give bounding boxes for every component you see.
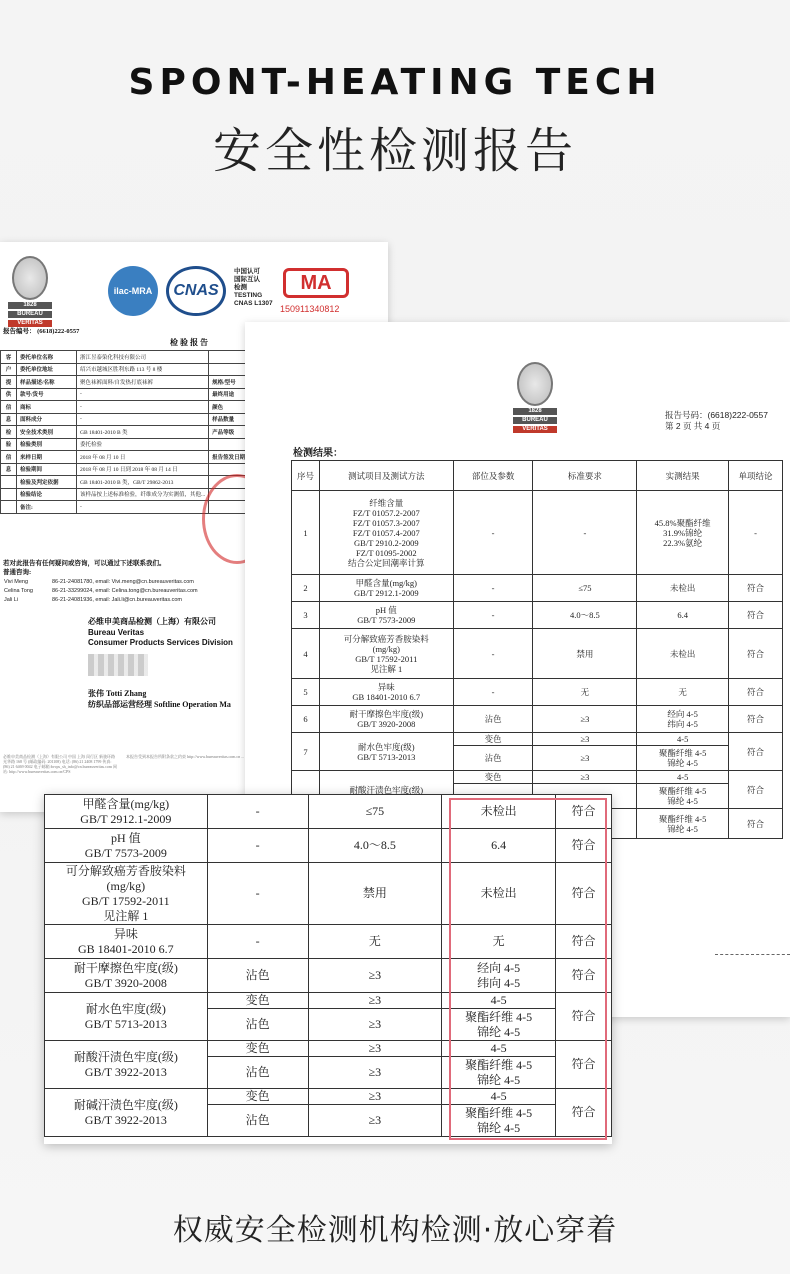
page-title: 安全性检测报告: [212, 123, 577, 179]
fiber-content-methods: 纤维含量 FZ/T 01057.2-2007 FZ/T 01057.3-2007 FZ/T 01057.4-2007 GB/T 2910.2-2009 FZ/T 01095-2002 结合公定回潮率计算: [319, 491, 453, 575]
signer-title: 纺织品部运营经理 Softline Operation Ma: [88, 700, 231, 709]
report-number: 报告号码：(6618)222-0557: [665, 410, 768, 420]
bureau-veritas-seal-icon: [517, 362, 553, 406]
table-row: 聚酯纤维 4-5 锦纶 4-5 符合: [292, 809, 783, 839]
table-row: 耐碱汗渍色牢度(级) GB/T 3922-2013 变色 ≥3 4-5 符合: [45, 1089, 612, 1105]
report-number: 报告编号： (6618)222-0557: [3, 328, 80, 335]
cma-number: 150911340812: [280, 304, 340, 314]
bureau-veritas-seal-icon: [12, 256, 48, 300]
section-side-label: 户: [1, 363, 17, 376]
field-label: 委托单位名称: [17, 351, 77, 364]
bureau-veritas-logo: [8, 256, 52, 327]
cnas-logo: CNAS: [166, 266, 226, 316]
field-label: 备注:: [17, 501, 77, 514]
footer-slogan: 权威安全检测机构检测·放心穿着: [172, 1213, 618, 1248]
bv-year: 1828: [513, 408, 557, 415]
table-row: 沾色 ≥3 聚酯纤维 4-5 锦纶 4-5: [45, 1009, 612, 1041]
section-side-label: 供: [1, 388, 17, 401]
bv-band-bureau: BUREAU: [8, 311, 52, 318]
table-row: 5 异味 GB 18401-2010 6.7 - 无 无 符合: [292, 679, 783, 706]
consult-label: 普通咨询:: [3, 569, 32, 576]
table-row: 沾色 ≥3 聚酯纤维 4-5 锦纶 4-5: [45, 1057, 612, 1089]
field-label: 样品数量: [209, 413, 259, 426]
dashed-separator: [715, 954, 790, 955]
table-row: pH 值 GB/T 7573-2009 - 4.0～8.5 6.4 符合: [45, 829, 612, 863]
table-header-row: [292, 461, 783, 491]
field-label: 检验类别: [17, 438, 77, 451]
field-label: 规格/型号: [209, 376, 259, 389]
field-label: 样品描述/名称: [17, 376, 77, 389]
header-item: 测试项目及测试方法: [319, 461, 453, 491]
table-row: 耐干摩擦色牢度(级) GB/T 3920-2008 沾色 ≥3 经向 4-5 纬向 4-5 符合: [45, 959, 612, 993]
field-label: 检验结论: [17, 488, 77, 501]
table-row: 聚酯纤维 4-5 锦纶 4-5: [292, 784, 783, 809]
field-value: GB 18401-2010 B 类，GB/T 29862-2013: [77, 476, 209, 489]
field-value: GB 18401-2010 B 类: [77, 426, 209, 439]
results-zoom-crop: [44, 794, 612, 1144]
section-side-label: [1, 488, 17, 501]
bv-year: 1828: [8, 302, 52, 309]
header-requirement: 标准要求: [533, 461, 637, 491]
brand-title: SPONT-HEATING TECH: [128, 62, 662, 103]
bureau-veritas-logo: [513, 362, 557, 433]
field-label: 颜色: [209, 401, 259, 414]
header-no: 序号: [292, 461, 320, 491]
report-header-info: [665, 410, 768, 432]
contact-notice: 若对此报告有任何疑问或咨询，可以通过下述联系我们。: [3, 560, 166, 567]
field-value: 浙江昱泰染化科技有限公司: [77, 351, 209, 364]
field-label: 面料成分: [17, 413, 77, 426]
page-info: 第 2 页 共 4 页: [665, 421, 721, 431]
field-value: -: [77, 388, 209, 401]
field-label: 检验期间: [17, 463, 77, 476]
field-value: 2018 年 08 月 10 日: [77, 451, 209, 464]
field-label: 产品等级: [209, 426, 259, 439]
contact-row: Vivi Meng 86-21-24081780, email: Vivi.meng@cn.bureauveritas.com: [4, 579, 194, 585]
report-heading: 检 验 报 告: [170, 338, 208, 347]
section-side-label: [1, 501, 17, 514]
table-row: 耐酸汗渍色牢度(级) 变色 ≥3 4-5 符合: [292, 771, 783, 784]
field-value: -: [77, 401, 209, 414]
fiber-content-result: 45.8%聚酯纤维 31.9%锦纶 22.3%氨纶: [637, 491, 729, 575]
table-row: 3 pH 值 GB/T 7573-2009 - 4.0～8.5 6.4 符合: [292, 602, 783, 629]
table-row: 1 纤维含量 FZ/T 01057.2-2007 FZ/T 01057.3-2007 FZ/T 01057.4-2007 GB/T 2910.2-2009 FZ/T 01095-2002 结合公定回潮率计算 - - 45.8%聚酯纤维 31.9%锦纶 22.3%氨纶 -: [292, 491, 783, 575]
table-row: 甲醛含量(mg/kg) GB/T 2912.1-2009 - ≤75 未检出 符合: [45, 795, 612, 829]
table-row: 异味 GB 18401-2010 6.7 - 无 无 符合: [45, 925, 612, 959]
table-row: 耐水色牢度(级) GB/T 5713-2013 变色 ≥3 4-5 符合: [45, 993, 612, 1009]
section-side-label: 验: [1, 438, 17, 451]
field-label: 来样日期: [17, 451, 77, 464]
section-side-label: 息: [1, 413, 17, 426]
signer-name: 张伟 Totti Zhang: [88, 689, 147, 698]
lab-address-fine-print: 必维申美商品检测（上海）有限公司 中国 上海 闵行区 新骏环路 光华路 168 号 (邮政编码: 201108) 电话: (86) 21 2408 1799 传真: (86) 21 6469 0042 电子邮箱:bvcps_sh_info@cn.bureauveritas.com 网站: http://www.bureauveritas.com.cn/CPS: [3, 754, 117, 774]
section-side-label: 信: [1, 451, 17, 464]
bv-band-veritas: VERITAS: [8, 320, 52, 327]
table-row: 4 可分解致癌芳香胺染料 (mg/kg) GB/T 17592-2011 见注解 1 - 禁用 未检出 符合: [292, 629, 783, 679]
table-row: 沾色 ≥3 聚酯纤维 4-5 锦纶 4-5: [45, 1105, 612, 1137]
field-value: 聚色袜裤面料/自发热打底袜裤: [77, 376, 209, 389]
field-label: 商标: [17, 401, 77, 414]
section-side-label: 检: [1, 426, 17, 439]
section-side-label: [1, 476, 17, 489]
contact-row: Jali Li 86-21-24081936, email: Jali.li@cn.bureauveritas.com: [4, 597, 183, 603]
section-side-label: 信: [1, 401, 17, 414]
table-row: 沾色 ≥3 聚酯纤维 4-5 锦纶 4-5: [292, 746, 783, 771]
table-row: 2 甲醛含量(mg/kg) GB/T 2912.1-2009 - ≤75 未检出 符合: [292, 575, 783, 602]
contact-row: Celina Tong 86-21-33299024, email: Celina.tong@cn.bureauveritas.com: [4, 588, 198, 594]
field-label: 检验及判定依据: [17, 476, 77, 489]
field-value: 该样品按上述标准检验，纤维成分为实测值，其他...: [77, 488, 209, 501]
signature-image: [88, 654, 148, 676]
field-label: 款号/货号: [17, 388, 77, 401]
results-section-title: 检测结果：: [293, 448, 343, 459]
field-label: 最终用途: [209, 388, 259, 401]
table-row: 6 耐干摩擦色牢度(级) GB/T 3920-2008 沾色 ≥3 经向 4-5 纬向 4-5 符合: [292, 706, 783, 733]
field-value: -: [77, 501, 209, 514]
terms-fine-print: 本报告受到本报告所附条款之约束 http://www.bureauveritas.com.cn ...: [126, 754, 245, 759]
results-table: [291, 460, 783, 839]
cma-logo: MA: [283, 268, 349, 298]
field-label: 安全技术类别: [17, 426, 77, 439]
header-part: 部位及参数: [453, 461, 533, 491]
bv-band-bureau: BUREAU: [513, 417, 557, 424]
field-value: 绍兴市越城区胜利东路 113 号 8 楼: [77, 363, 209, 376]
ilac-mra-logo: ilac-MRA: [108, 266, 158, 316]
field-value: 2018 年 08 月 10 日到 2018 年 08 月 14 日: [77, 463, 209, 476]
company-name-cn: 必维申美商品检测（上海）有限公司: [88, 617, 216, 626]
section-side-label: 息: [1, 463, 17, 476]
bv-band-veritas: VERITAS: [513, 426, 557, 433]
field-value: -: [77, 413, 209, 426]
table-row: 耐酸汗渍色牢度(级) GB/T 3922-2013 变色 ≥3 4-5 符合: [45, 1041, 612, 1057]
section-side-label: 客: [1, 351, 17, 364]
section-side-label: 提: [1, 376, 17, 389]
field-label: 报告签发日期: [209, 451, 259, 464]
cnas-info: 中国认可 国际互认 检测 TESTING CNAS L1307: [234, 268, 273, 307]
table-row: 可分解致癌芳香胺染料 (mg/kg) GB/T 17592-2011 见注解 1 - 禁用 未检出 符合: [45, 863, 612, 925]
results-highlight-box: [449, 798, 607, 1140]
field-label: 委托单位地址: [17, 363, 77, 376]
header-result: 实测结果: [637, 461, 729, 491]
header-conclusion: 单项结论: [729, 461, 783, 491]
table-row: 7 耐水色牢度(级) GB/T 5713-2013 变色 ≥3 4-5 符合: [292, 733, 783, 746]
company-name-en: Bureau Veritas: [88, 628, 145, 637]
company-division: Consumer Products Services Division: [88, 638, 233, 647]
field-value: 委托检验: [77, 438, 209, 451]
